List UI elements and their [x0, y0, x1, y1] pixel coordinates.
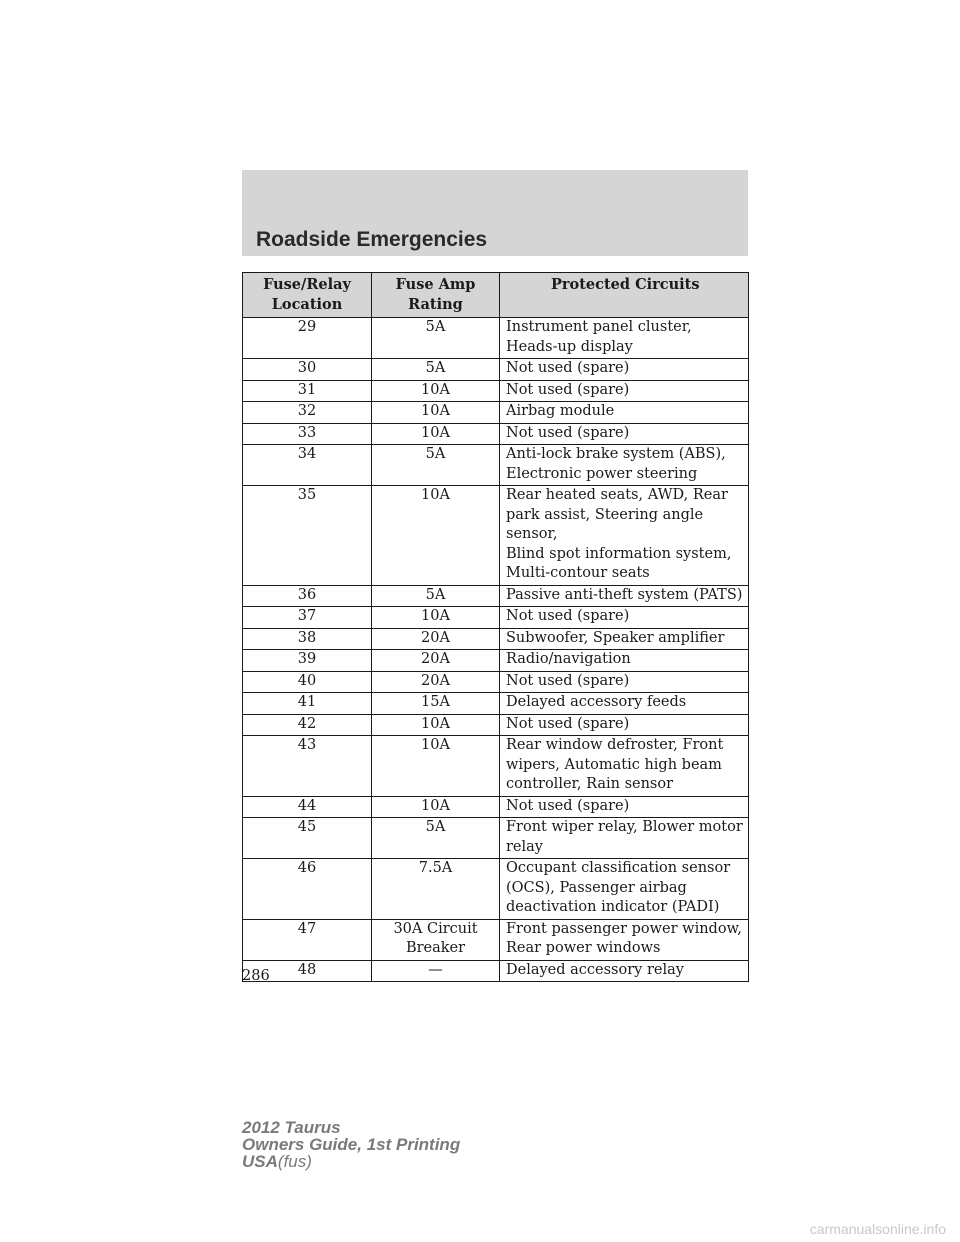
table-header-row — [243, 273, 749, 318]
cell-rating: 5A — [372, 445, 500, 486]
cell-circuits: Subwoofer, Speaker amplifier — [500, 628, 749, 650]
cell-location: 45 — [243, 818, 372, 859]
cell-circuits: Rear heated seats, AWD, Rear park assist, Steering angle sensor, Blind spot information system, Multi-contour seats — [500, 486, 749, 586]
table-row — [243, 628, 749, 650]
cell-rating: 10A — [372, 736, 500, 797]
table-row — [243, 402, 749, 424]
cell-location: 31 — [243, 380, 372, 402]
cell-circuits: Not used (spare) — [500, 714, 749, 736]
cell-rating: 10A — [372, 714, 500, 736]
cell-location: 34 — [243, 445, 372, 486]
cell-location: 41 — [243, 693, 372, 715]
cell-rating: 10A — [372, 486, 500, 586]
column-header-rating: Fuse Amp Rating — [372, 273, 500, 318]
page-number: 286 — [242, 968, 270, 984]
column-header-location: Fuse/Relay Location — [243, 273, 372, 318]
section-title: Roadside Emergencies — [256, 228, 488, 251]
footer-line-model: 2012 Taurus — [242, 1118, 341, 1137]
cell-circuits: Front passenger power window, Rear power windows — [500, 919, 749, 960]
cell-location: 46 — [243, 859, 372, 920]
cell-circuits: Not used (spare) — [500, 423, 749, 445]
cell-location: 29 — [243, 318, 372, 359]
footer-line-guide: Owners Guide, 1st Printing — [242, 1135, 461, 1154]
cell-rating: — — [372, 960, 500, 982]
cell-rating: 10A — [372, 423, 500, 445]
cell-circuits: Delayed accessory relay — [500, 960, 749, 982]
cell-location: 32 — [243, 402, 372, 424]
table-row — [243, 380, 749, 402]
cell-location: 30 — [243, 359, 372, 381]
cell-circuits: Anti-lock brake system (ABS), Electronic power steering — [500, 445, 749, 486]
cell-location: 42 — [243, 714, 372, 736]
table-row — [243, 859, 749, 920]
cell-circuits: Instrument panel cluster, Heads-up display — [500, 318, 749, 359]
cell-circuits: Not used (spare) — [500, 671, 749, 693]
fuse-table-body — [243, 318, 749, 982]
table-row — [243, 919, 749, 960]
table-row — [243, 671, 749, 693]
table-row — [243, 607, 749, 629]
table-row — [243, 423, 749, 445]
table-row — [243, 359, 749, 381]
cell-rating: 5A — [372, 359, 500, 381]
cell-rating: 5A — [372, 818, 500, 859]
cell-rating: 30A Circuit Breaker — [372, 919, 500, 960]
cell-rating: 15A — [372, 693, 500, 715]
cell-circuits: Not used (spare) — [500, 380, 749, 402]
cell-circuits: Not used (spare) — [500, 359, 749, 381]
fuse-table — [242, 272, 749, 982]
cell-location: 44 — [243, 796, 372, 818]
cell-rating: 10A — [372, 607, 500, 629]
cell-circuits: Airbag module — [500, 402, 749, 424]
cell-circuits: Not used (spare) — [500, 796, 749, 818]
cell-circuits: Radio/navigation — [500, 650, 749, 672]
table-row — [243, 445, 749, 486]
cell-rating: 5A — [372, 318, 500, 359]
footer-line-region — [242, 1153, 460, 1170]
cell-location: 36 — [243, 585, 372, 607]
cell-circuits: Delayed accessory feeds — [500, 693, 749, 715]
cell-location: 40 — [243, 671, 372, 693]
cell-location: 38 — [243, 628, 372, 650]
table-row — [243, 818, 749, 859]
table-row — [243, 736, 749, 797]
cell-rating: 7.5A — [372, 859, 500, 920]
footer-imprint — [242, 1119, 460, 1170]
cell-rating: 10A — [372, 380, 500, 402]
table-row — [243, 650, 749, 672]
column-header-circuits: Protected Circuits — [500, 273, 749, 318]
table-row — [243, 318, 749, 359]
cell-location: 37 — [243, 607, 372, 629]
table-row — [243, 486, 749, 586]
cell-location: 33 — [243, 423, 372, 445]
footer-region-code: (fus) — [277, 1152, 312, 1171]
table-row — [243, 714, 749, 736]
cell-rating: 20A — [372, 628, 500, 650]
footer-region: USA — [242, 1152, 278, 1171]
cell-rating: 10A — [372, 402, 500, 424]
cell-rating: 20A — [372, 671, 500, 693]
cell-circuits: Occupant classification sensor (OCS), Passenger airbag deactivation indicator (PADI) — [500, 859, 749, 920]
cell-rating: 10A — [372, 796, 500, 818]
cell-location: 39 — [243, 650, 372, 672]
cell-rating: 20A — [372, 650, 500, 672]
cell-circuits: Passive anti-theft system (PATS) — [500, 585, 749, 607]
cell-rating: 5A — [372, 585, 500, 607]
cell-location: 43 — [243, 736, 372, 797]
cell-circuits: Rear window defroster, Front wipers, Automatic high beam controller, Rain sensor — [500, 736, 749, 797]
table-row — [243, 693, 749, 715]
cell-location: 48 — [243, 960, 372, 982]
cell-circuits: Front wiper relay, Blower motor relay — [500, 818, 749, 859]
watermark: carmanualsonline.info — [809, 1221, 946, 1237]
table-row — [243, 960, 749, 982]
cell-location: 35 — [243, 486, 372, 586]
cell-circuits: Not used (spare) — [500, 607, 749, 629]
table-row — [243, 585, 749, 607]
cell-location: 47 — [243, 919, 372, 960]
table-row — [243, 796, 749, 818]
